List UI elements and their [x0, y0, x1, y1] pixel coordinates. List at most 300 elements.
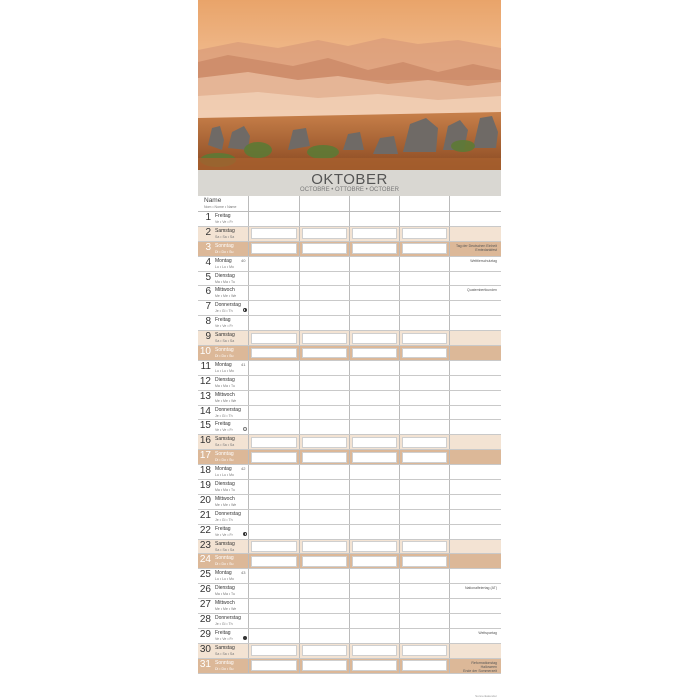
entry-cell[interactable]: [349, 554, 399, 568]
month-subtitle: OCTOBRE • OTTOBRE • OCTOBER: [300, 187, 399, 193]
entry-cell[interactable]: [248, 227, 299, 241]
weekday-translations: Je • Gi • Th: [215, 413, 233, 418]
entry-box[interactable]: [402, 273, 447, 284]
entry-box[interactable]: [402, 526, 447, 537]
notes-cell: [449, 659, 501, 673]
entry-box[interactable]: [302, 511, 347, 522]
entry-cell[interactable]: [248, 569, 299, 583]
entry-box[interactable]: [352, 571, 397, 582]
name-column-2[interactable]: [299, 196, 349, 211]
entry-cell[interactable]: [349, 480, 399, 494]
entry-cell[interactable]: [399, 257, 449, 271]
entry-box[interactable]: [352, 437, 397, 448]
entry-box[interactable]: [352, 422, 397, 433]
entry-cell[interactable]: [399, 450, 449, 464]
entry-cell[interactable]: [399, 435, 449, 449]
entry-box[interactable]: [302, 407, 347, 418]
entry-box[interactable]: [352, 377, 397, 388]
entry-box[interactable]: [302, 273, 347, 284]
entry-cell[interactable]: [248, 391, 299, 405]
entry-box[interactable]: [251, 288, 297, 299]
entry-cell[interactable]: [349, 540, 399, 554]
entry-box[interactable]: [352, 541, 397, 552]
entry-cell[interactable]: [399, 406, 449, 420]
entry-box[interactable]: [251, 482, 297, 493]
entry-cell[interactable]: [248, 242, 299, 256]
entry-cell[interactable]: [248, 406, 299, 420]
entry-cell[interactable]: [248, 420, 299, 434]
entry-box[interactable]: [302, 645, 347, 656]
day-number: 23: [199, 539, 211, 551]
entry-cell[interactable]: [349, 376, 399, 390]
weekday-label: Montag: [215, 570, 232, 577]
day-cell: [198, 584, 248, 598]
entry-cell[interactable]: [248, 272, 299, 286]
entry-cell[interactable]: [349, 331, 399, 345]
entry-box[interactable]: [302, 318, 347, 329]
entry-cell[interactable]: [299, 644, 349, 658]
entry-cell[interactable]: [299, 272, 349, 286]
entry-cell[interactable]: [349, 286, 399, 300]
entry-cell[interactable]: [399, 376, 449, 390]
entry-cell[interactable]: [399, 316, 449, 330]
day-number: 14: [199, 405, 211, 417]
entry-cell[interactable]: [399, 286, 449, 300]
entry-box[interactable]: [402, 333, 447, 344]
entry-cell[interactable]: [349, 465, 399, 479]
entry-cell[interactable]: [299, 584, 349, 598]
entry-box[interactable]: [251, 645, 297, 656]
entry-cell[interactable]: [399, 525, 449, 539]
day-row: [198, 525, 501, 540]
entry-cell[interactable]: [399, 227, 449, 241]
entry-cell[interactable]: [299, 510, 349, 524]
weekday-label: Donnerstag: [215, 510, 241, 517]
notes-cell: [449, 465, 501, 479]
entry-cell[interactable]: [299, 346, 349, 360]
landscape-photo: [198, 0, 501, 170]
entry-box[interactable]: [251, 348, 297, 359]
entry-cell[interactable]: [349, 584, 399, 598]
entry-cell[interactable]: [349, 242, 399, 256]
entry-cell[interactable]: [248, 525, 299, 539]
entry-box[interactable]: [302, 243, 347, 254]
entry-box[interactable]: [251, 616, 297, 627]
day-number: 19: [199, 480, 211, 492]
entry-box[interactable]: [302, 377, 347, 388]
entry-cell[interactable]: [299, 301, 349, 315]
entry-cell[interactable]: [248, 257, 299, 271]
entry-box[interactable]: [402, 601, 447, 612]
entry-box[interactable]: [352, 348, 397, 359]
entry-box[interactable]: [402, 467, 447, 478]
entry-box[interactable]: [302, 228, 347, 239]
entry-cell[interactable]: [248, 212, 299, 226]
entry-box[interactable]: [302, 452, 347, 463]
entry-box[interactable]: [352, 214, 397, 225]
entry-cell[interactable]: [248, 599, 299, 613]
entry-cell[interactable]: [399, 510, 449, 524]
entry-box[interactable]: [352, 586, 397, 597]
entry-box[interactable]: [251, 630, 297, 641]
entry-box[interactable]: [352, 496, 397, 507]
entry-cell[interactable]: [349, 212, 399, 226]
entry-cell[interactable]: [248, 346, 299, 360]
notes-cell: [449, 331, 501, 345]
entry-box[interactable]: [402, 630, 447, 641]
entry-box[interactable]: [352, 243, 397, 254]
entry-box[interactable]: [352, 303, 397, 314]
entry-cell[interactable]: [248, 629, 299, 643]
entry-cell[interactable]: [299, 540, 349, 554]
entry-box[interactable]: [251, 467, 297, 478]
entry-box[interactable]: [251, 407, 297, 418]
entry-cell[interactable]: [349, 257, 399, 271]
notes-cell: [449, 554, 501, 568]
entry-cell[interactable]: [399, 420, 449, 434]
weekday-translations: Sa • Sa • Sa: [215, 339, 235, 344]
entry-cell[interactable]: [349, 450, 399, 464]
day-number: 29: [199, 628, 211, 640]
day-cell: [198, 301, 248, 315]
entry-box[interactable]: [251, 511, 297, 522]
entry-cell[interactable]: [299, 242, 349, 256]
entry-cell[interactable]: [299, 227, 349, 241]
entry-box[interactable]: [402, 511, 447, 522]
entry-box[interactable]: [302, 586, 347, 597]
entry-box[interactable]: [352, 362, 397, 373]
entry-box[interactable]: [352, 318, 397, 329]
entry-box[interactable]: [251, 318, 297, 329]
entry-cell[interactable]: [248, 331, 299, 345]
entry-cell[interactable]: [399, 480, 449, 494]
entry-box[interactable]: [302, 541, 347, 552]
entry-box[interactable]: [402, 482, 447, 493]
footer-note: Sonnenkalender: [475, 694, 497, 698]
entry-box[interactable]: [352, 660, 397, 671]
entry-cell[interactable]: [299, 406, 349, 420]
entry-cell[interactable]: [299, 257, 349, 271]
entry-box[interactable]: [352, 645, 397, 656]
entry-cell[interactable]: [248, 540, 299, 554]
entry-box[interactable]: [302, 482, 347, 493]
entry-box[interactable]: [352, 630, 397, 641]
entry-box[interactable]: [302, 422, 347, 433]
day-row: [198, 510, 501, 525]
weekday-translations: Lu • Lu • Mo: [215, 264, 234, 269]
entry-box[interactable]: [251, 496, 297, 507]
entry-cell[interactable]: [248, 510, 299, 524]
entry-box[interactable]: [251, 601, 297, 612]
entry-box[interactable]: [251, 333, 297, 344]
entry-cell[interactable]: [299, 599, 349, 613]
entry-cell[interactable]: [299, 361, 349, 375]
entry-cell[interactable]: [299, 316, 349, 330]
entry-box[interactable]: [402, 377, 447, 388]
entry-box[interactable]: [251, 660, 297, 671]
entry-cell[interactable]: [399, 301, 449, 315]
notes-cell: [449, 480, 501, 494]
entry-box[interactable]: [302, 660, 347, 671]
name-column-4[interactable]: [399, 196, 449, 211]
entry-cell[interactable]: [299, 420, 349, 434]
entry-cell[interactable]: [349, 614, 399, 628]
entry-cell[interactable]: [349, 391, 399, 405]
weekday-translations: Me • Me • We: [215, 294, 237, 299]
entry-box[interactable]: [352, 482, 397, 493]
entry-box[interactable]: [352, 452, 397, 463]
day-number: 9: [205, 331, 211, 343]
day-cell: [198, 286, 248, 300]
entry-cell[interactable]: [248, 584, 299, 598]
entry-box[interactable]: [402, 571, 447, 582]
weekday-label: Samstag: [215, 227, 235, 234]
entry-cell[interactable]: [248, 554, 299, 568]
entry-box[interactable]: [402, 586, 447, 597]
entry-box[interactable]: [302, 616, 347, 627]
name-column-1[interactable]: [248, 196, 299, 211]
entry-box[interactable]: [352, 511, 397, 522]
entry-box[interactable]: [352, 228, 397, 239]
entry-cell[interactable]: [248, 465, 299, 479]
entry-box[interactable]: [302, 333, 347, 344]
entry-cell[interactable]: [299, 614, 349, 628]
notes-cell: [449, 644, 501, 658]
entry-cell[interactable]: [299, 525, 349, 539]
entry-box[interactable]: [402, 318, 447, 329]
entry-cell[interactable]: [299, 465, 349, 479]
entry-cell[interactable]: [349, 510, 399, 524]
entry-box[interactable]: [352, 258, 397, 269]
entry-cell[interactable]: [248, 614, 299, 628]
entry-box[interactable]: [352, 556, 397, 567]
weekday-translations: Ve • Ve • Fr: [215, 636, 233, 641]
entry-box[interactable]: [402, 362, 447, 373]
entry-box[interactable]: [352, 273, 397, 284]
day-number: 5: [205, 271, 211, 283]
entry-box[interactable]: [402, 407, 447, 418]
entry-cell[interactable]: [399, 554, 449, 568]
entry-box[interactable]: [302, 288, 347, 299]
entry-cell[interactable]: [349, 659, 399, 673]
entry-cell[interactable]: [248, 435, 299, 449]
entry-box[interactable]: [302, 362, 347, 373]
entry-cell[interactable]: [299, 629, 349, 643]
entry-box[interactable]: [251, 303, 297, 314]
day-row: [198, 569, 501, 584]
entry-cell[interactable]: [299, 569, 349, 583]
entry-box[interactable]: [402, 645, 447, 656]
entry-box[interactable]: [251, 228, 297, 239]
entry-cell[interactable]: [248, 316, 299, 330]
weekday-translations: Sa • Sa • Sa: [215, 234, 235, 239]
entry-cell[interactable]: [299, 376, 349, 390]
entry-cell[interactable]: [299, 450, 349, 464]
entry-box[interactable]: [402, 392, 447, 403]
entry-cell[interactable]: [248, 301, 299, 315]
day-rows: [198, 212, 501, 674]
entry-cell[interactable]: [349, 569, 399, 583]
day-cell: [198, 242, 248, 256]
entry-box[interactable]: [352, 616, 397, 627]
notes-cell: [449, 525, 501, 539]
week-number: 41: [241, 361, 246, 367]
entry-box[interactable]: [251, 362, 297, 373]
entry-cell[interactable]: [299, 495, 349, 509]
entry-box[interactable]: [251, 243, 297, 254]
entry-box[interactable]: [251, 452, 297, 463]
entry-box[interactable]: [302, 258, 347, 269]
entry-cell[interactable]: [399, 212, 449, 226]
entry-box[interactable]: [402, 214, 447, 225]
entry-box[interactable]: [251, 273, 297, 284]
entry-box[interactable]: [251, 377, 297, 388]
entry-box[interactable]: [302, 467, 347, 478]
entry-box[interactable]: [251, 526, 297, 537]
entry-box[interactable]: [251, 556, 297, 567]
entry-cell[interactable]: [349, 361, 399, 375]
entry-box[interactable]: [302, 556, 347, 567]
entry-box[interactable]: [352, 407, 397, 418]
entry-cell[interactable]: [349, 420, 399, 434]
entry-cell[interactable]: [349, 301, 399, 315]
entry-box[interactable]: [352, 288, 397, 299]
entry-box[interactable]: [352, 526, 397, 537]
entry-cell[interactable]: [349, 644, 399, 658]
entry-box[interactable]: [302, 214, 347, 225]
entry-cell[interactable]: [349, 495, 399, 509]
entry-cell[interactable]: [299, 391, 349, 405]
entry-box[interactable]: [352, 601, 397, 612]
entry-cell[interactable]: [248, 644, 299, 658]
entry-cell[interactable]: [299, 554, 349, 568]
entry-cell[interactable]: [399, 599, 449, 613]
entry-cell[interactable]: [399, 644, 449, 658]
entry-box[interactable]: [302, 303, 347, 314]
entry-box[interactable]: [302, 496, 347, 507]
entry-box[interactable]: [302, 437, 347, 448]
entry-cell[interactable]: [248, 495, 299, 509]
notes-cell: [449, 257, 501, 271]
entry-cell[interactable]: [399, 584, 449, 598]
notes-cell: [449, 346, 501, 360]
entry-box[interactable]: [302, 392, 347, 403]
entry-cell[interactable]: [349, 316, 399, 330]
day-cell: [198, 435, 248, 449]
entry-box[interactable]: [251, 437, 297, 448]
entry-cell[interactable]: [349, 525, 399, 539]
entry-cell[interactable]: [248, 361, 299, 375]
entry-cell[interactable]: [349, 272, 399, 286]
entry-box[interactable]: [251, 586, 297, 597]
entry-box[interactable]: [251, 392, 297, 403]
notes-cell: [449, 301, 501, 315]
entry-box[interactable]: [302, 630, 347, 641]
entry-box[interactable]: [402, 243, 447, 254]
notes-cell: [449, 361, 501, 375]
entry-box[interactable]: [251, 571, 297, 582]
day-cell: [198, 450, 248, 464]
entry-box[interactable]: [352, 467, 397, 478]
entry-box[interactable]: [402, 303, 447, 314]
entry-box[interactable]: [251, 541, 297, 552]
entry-cell[interactable]: [349, 629, 399, 643]
entry-cell[interactable]: [399, 614, 449, 628]
entry-cell[interactable]: [299, 435, 349, 449]
entry-cell[interactable]: [399, 242, 449, 256]
entry-box[interactable]: [251, 214, 297, 225]
entry-cell[interactable]: [299, 659, 349, 673]
entry-box[interactable]: [302, 601, 347, 612]
entry-cell[interactable]: [399, 331, 449, 345]
entry-cell[interactable]: [349, 435, 399, 449]
entry-cell[interactable]: [248, 286, 299, 300]
entry-box[interactable]: [402, 452, 447, 463]
weekday-translations: Ma • Ma • Tu: [215, 592, 235, 597]
entry-box[interactable]: [302, 526, 347, 537]
entry-box[interactable]: [402, 541, 447, 552]
weekday-translations: Ve • Ve • Fr: [215, 428, 233, 433]
entry-box[interactable]: [352, 392, 397, 403]
entry-cell[interactable]: [399, 569, 449, 583]
notes-cell: [449, 510, 501, 524]
entry-cell[interactable]: [248, 450, 299, 464]
entry-cell[interactable]: [399, 361, 449, 375]
entry-cell[interactable]: [399, 659, 449, 673]
entry-box[interactable]: [402, 556, 447, 567]
entry-box[interactable]: [402, 437, 447, 448]
entry-box[interactable]: [402, 616, 447, 627]
entry-cell[interactable]: [349, 406, 399, 420]
entry-cell[interactable]: [399, 346, 449, 360]
entry-box[interactable]: [352, 333, 397, 344]
entry-cell[interactable]: [349, 227, 399, 241]
entry-cell[interactable]: [399, 465, 449, 479]
entry-box[interactable]: [402, 660, 447, 671]
entry-cell[interactable]: [399, 540, 449, 554]
weekday-label: Freitag: [215, 421, 231, 428]
weekday-label: Sonntag: [215, 347, 234, 354]
entry-cell[interactable]: [349, 346, 399, 360]
entry-box[interactable]: [302, 571, 347, 582]
entry-box[interactable]: [251, 258, 297, 269]
entry-cell[interactable]: [299, 212, 349, 226]
holiday-note: Quatembertkunden: [467, 288, 497, 293]
entry-box[interactable]: [402, 288, 447, 299]
entry-cell[interactable]: [399, 272, 449, 286]
entry-box[interactable]: [402, 258, 447, 269]
entry-cell[interactable]: [399, 629, 449, 643]
entry-box[interactable]: [402, 228, 447, 239]
entry-cell[interactable]: [299, 331, 349, 345]
entry-box[interactable]: [402, 496, 447, 507]
entry-cell[interactable]: [248, 376, 299, 390]
entry-box[interactable]: [402, 348, 447, 359]
name-column-3[interactable]: [349, 196, 399, 211]
day-cell: [198, 495, 248, 509]
entry-cell[interactable]: [399, 495, 449, 509]
entry-box[interactable]: [402, 422, 447, 433]
entry-cell[interactable]: [299, 286, 349, 300]
entry-cell[interactable]: [349, 599, 399, 613]
day-number: 27: [199, 599, 211, 611]
entry-cell[interactable]: [299, 480, 349, 494]
entry-cell[interactable]: [248, 480, 299, 494]
entry-box[interactable]: [251, 422, 297, 433]
entry-cell[interactable]: [399, 391, 449, 405]
entry-cell[interactable]: [248, 659, 299, 673]
entry-box[interactable]: [302, 348, 347, 359]
